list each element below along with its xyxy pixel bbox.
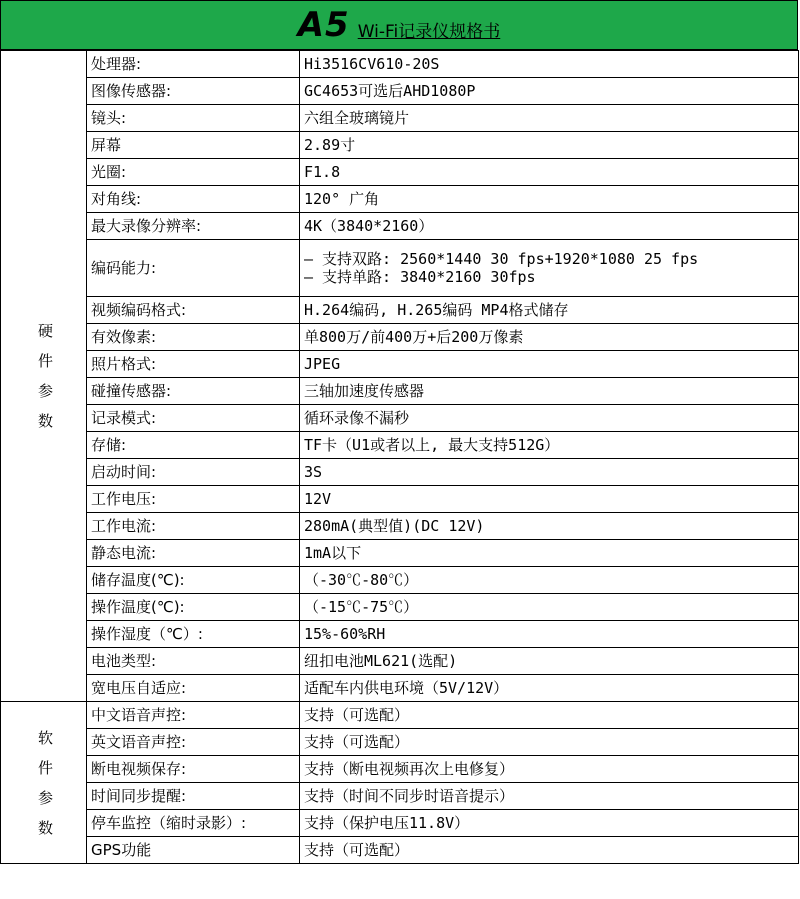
spec-value: [300, 432, 799, 459]
spec-value: [300, 132, 799, 159]
spec-label: 中文语音声控:: [87, 702, 300, 729]
spec-label: 停车监控（缩时录影）:: [87, 810, 300, 837]
spec-value-line: 循环录像不漏秒: [304, 409, 410, 427]
spec-label: 存储:: [87, 432, 300, 459]
spec-value-line: F1.8: [304, 163, 341, 181]
spec-row: [1, 729, 799, 756]
spec-value-line: 六组全玻璃镜片: [304, 109, 410, 127]
spec-label: 工作电压:: [87, 486, 300, 513]
spec-value: [300, 594, 799, 621]
spec-label: 图像传感器:: [87, 78, 300, 105]
spec-label: 宽电压自适应:: [87, 675, 300, 702]
spec-label: 启动时间:: [87, 459, 300, 486]
spec-value: [300, 459, 799, 486]
spec-value-line: 120° 广角: [304, 190, 380, 208]
spec-label: 光圈:: [87, 159, 300, 186]
spec-row: [1, 837, 799, 864]
spec-value: [300, 513, 799, 540]
spec-label: 电池类型:: [87, 648, 300, 675]
spec-label: 视频编码格式:: [87, 297, 300, 324]
spec-value-line: 纽扣电池ML621(选配): [304, 652, 458, 670]
spec-label: 操作湿度（℃）:: [87, 621, 300, 648]
spec-row: [1, 648, 799, 675]
spec-value: [300, 405, 799, 432]
spec-value: [300, 702, 799, 729]
spec-value-line: GC4653可选后AHD1080P: [304, 82, 476, 100]
spec-row: [1, 567, 799, 594]
spec-value-line: Hi3516CV610-20S: [304, 55, 440, 73]
spec-label: 碰撞传感器:: [87, 378, 300, 405]
group-label-char: 件: [37, 758, 53, 777]
spec-row: [1, 540, 799, 567]
group-label-char: 数: [37, 818, 53, 837]
spec-value: [300, 378, 799, 405]
spec-value: [300, 486, 799, 513]
model-title: A5: [297, 5, 350, 45]
hardware-params-group: [1, 51, 87, 702]
spec-label: 处理器:: [87, 51, 300, 78]
spec-row: [1, 405, 799, 432]
spec-value-line: 支持（可选配）: [304, 733, 410, 751]
spec-value: [300, 783, 799, 810]
spec-value: [300, 51, 799, 78]
spec-row: [1, 594, 799, 621]
spec-row: [1, 351, 799, 378]
spec-value: [300, 675, 799, 702]
spec-row: [1, 186, 799, 213]
spec-value-line: 12V: [304, 490, 332, 508]
spec-label: 时间同步提醒:: [87, 783, 300, 810]
spec-label: 有效像素:: [87, 324, 300, 351]
spec-value: [300, 351, 799, 378]
spec-value: [300, 324, 799, 351]
spec-value: [300, 186, 799, 213]
spec-value-line: 4K（3840*2160）: [304, 217, 434, 235]
spec-value-line: 3S: [304, 463, 323, 481]
spec-label: 最大录像分辨率:: [87, 213, 300, 240]
spec-value: [300, 621, 799, 648]
spec-value-line: JPEG: [304, 355, 341, 373]
spec-value: [300, 837, 799, 864]
spec-label: 英文语音声控:: [87, 729, 300, 756]
spec-row: [1, 459, 799, 486]
spec-value: [300, 648, 799, 675]
spec-value-line: （-30℃-80℃）: [304, 571, 419, 589]
spec-row: [1, 621, 799, 648]
spec-label: 操作温度(℃):: [87, 594, 300, 621]
spec-value: [300, 729, 799, 756]
spec-value-line: 适配车内供电环境（5V/12V）: [304, 679, 509, 697]
spec-value: [300, 540, 799, 567]
spec-row: [1, 240, 799, 297]
spec-row: [1, 159, 799, 186]
spec-value-line: 1mA以下: [304, 544, 362, 562]
spec-value: [300, 567, 799, 594]
spec-row: [1, 105, 799, 132]
spec-table: [0, 50, 799, 864]
spec-label: 对角线:: [87, 186, 300, 213]
spec-label: 记录模式:: [87, 405, 300, 432]
spec-value-line: 三轴加速度传感器: [304, 382, 425, 400]
group-label-char: 件: [37, 352, 53, 370]
spec-label: 照片格式:: [87, 351, 300, 378]
spec-row: [1, 78, 799, 105]
spec-value: [300, 159, 799, 186]
spec-value-line: – 支持双路: 2560*1440 30 fps+1920*1080 25 fps: [304, 250, 699, 268]
spec-value-line: H.264编码, H.265编码 MP4格式储存: [304, 301, 569, 319]
spec-label: 储存温度(℃):: [87, 567, 300, 594]
group-label-char: 硬: [37, 322, 53, 340]
spec-row: [1, 432, 799, 459]
spec-row: [1, 132, 799, 159]
spec-label: 编码能力:: [87, 240, 300, 297]
spec-value-line: 支持（可选配）: [304, 706, 410, 724]
spec-row: [1, 675, 799, 702]
spec-value: [300, 297, 799, 324]
spec-value-line: 支持（断电视频再次上电修复）: [304, 760, 515, 778]
spec-row: [1, 213, 799, 240]
document-subtitle: Wi-Fi记录仪规格书: [357, 21, 501, 42]
spec-value-line: 2.89寸: [304, 136, 356, 154]
group-label-char: 参: [37, 382, 53, 400]
spec-label: 静态电流:: [87, 540, 300, 567]
spec-value-line: 支持（保护电压11.8V）: [304, 814, 470, 832]
spec-value-line: 支持（时间不同步时语音提示）: [304, 787, 515, 805]
group-label-char: 数: [37, 412, 53, 430]
spec-value: [300, 240, 799, 297]
spec-value-line: 280mA(典型值)(DC 12V): [304, 517, 485, 535]
spec-value-line: （-15℃-75℃）: [304, 598, 419, 616]
spec-value-line: TF卡（U1或者以上, 最大支持512G）: [304, 436, 560, 454]
software-params-group: [1, 702, 87, 864]
spec-label: 工作电流:: [87, 513, 300, 540]
spec-row: [1, 783, 799, 810]
spec-row: [1, 378, 799, 405]
group-label-char: 软: [37, 728, 53, 747]
spec-row: [1, 756, 799, 783]
spec-value: [300, 213, 799, 240]
spec-label: GPS功能: [87, 837, 300, 864]
spec-row: [1, 51, 799, 78]
spec-value-line: 支持（可选配）: [304, 841, 410, 859]
spec-row: [1, 702, 799, 729]
spec-value: [300, 78, 799, 105]
spec-value: [300, 105, 799, 132]
spec-value: [300, 810, 799, 837]
spec-value: [300, 756, 799, 783]
group-label-char: 参: [37, 788, 53, 807]
spec-row: [1, 810, 799, 837]
spec-row: [1, 297, 799, 324]
spec-value-line: 15%-60%RH: [304, 625, 386, 643]
spec-label: 镜头:: [87, 105, 300, 132]
spec-row: [1, 324, 799, 351]
spec-label: 断电视频保存:: [87, 756, 300, 783]
spec-label: 屏幕: [87, 132, 300, 159]
title-bar: [0, 0, 798, 50]
spec-value-line: – 支持单路: 3840*2160 30fps: [304, 268, 536, 286]
spec-row: [1, 513, 799, 540]
spec-row: [1, 486, 799, 513]
spec-value-line: 单800万/前400万+后200万像素: [304, 328, 524, 346]
